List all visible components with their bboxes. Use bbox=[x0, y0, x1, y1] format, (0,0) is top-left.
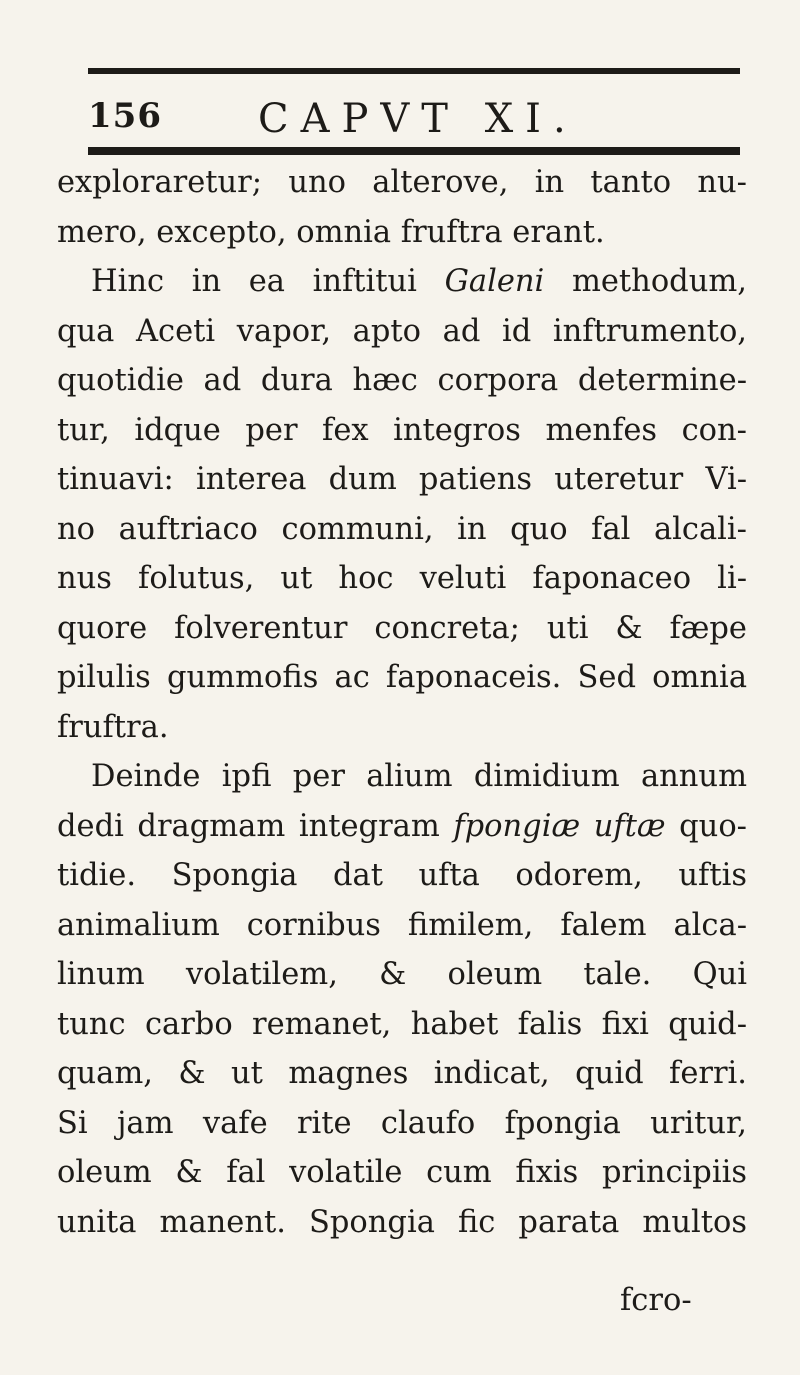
text-line: tunc carbo remanet, habet falis fixi quid- bbox=[57, 1006, 747, 1042]
text-line: unita manent. Spongia fic parata multos bbox=[57, 1204, 747, 1240]
header-rule-top bbox=[88, 68, 740, 74]
text-line: tur, idque per fex integros menfes con- bbox=[57, 412, 747, 448]
catchword: fcro- bbox=[620, 1283, 692, 1318]
text-line bbox=[57, 802, 747, 852]
text-line: nus folutus, ut hoc veluti faponaceo li- bbox=[57, 561, 747, 596]
text-line: pilulis gummofis ac faponaceis. Sed omnia bbox=[57, 660, 747, 695]
text-line: quam, & ut magnes indicat, quid ferri. bbox=[57, 1056, 747, 1091]
text-run: Hinc in ea inftitui bbox=[91, 264, 417, 299]
page-number: 156 bbox=[88, 96, 162, 136]
text-run: methodum, bbox=[571, 264, 747, 299]
text-line: fruftra. bbox=[57, 709, 169, 745]
text-line: no auftriaco communi, in quo fal alcali- bbox=[57, 511, 747, 547]
header-rule-bottom bbox=[88, 147, 740, 155]
text-line: animalium cornibus fimilem, falem alca- bbox=[57, 907, 747, 943]
italic-name-galeni: Galeni bbox=[444, 264, 545, 299]
text-line: tidie. Spongia dat ufta odorem, uftis bbox=[57, 858, 747, 893]
text-line: exploraretur; uno alterove, in tanto nu- bbox=[57, 165, 747, 200]
text-run: dedi dragmam integram bbox=[57, 808, 440, 844]
body-text bbox=[57, 158, 747, 1247]
running-title: CAPVT XI. bbox=[258, 96, 578, 142]
page-header bbox=[88, 96, 740, 146]
text-line bbox=[57, 257, 747, 307]
text-run: quo- bbox=[679, 808, 747, 844]
italic-term-spongiae-ustae: fpongiæ uftæ bbox=[453, 808, 666, 844]
text-line: mero, excepto, omnia fruftra erant. bbox=[57, 214, 605, 250]
text-line: quotidie ad dura hæc corpora determine- bbox=[57, 363, 747, 398]
text-line: Deinde ipfi per alium dimidium annum bbox=[91, 759, 747, 794]
text-line: Si jam vafe rite claufo fpongia uritur, bbox=[57, 1105, 747, 1141]
text-line: tinuavi: interea dum patiens uteretur Vi- bbox=[57, 462, 747, 497]
text-line: quore folverentur concreta; uti & fæpe bbox=[57, 610, 747, 646]
text-line: oleum & fal volatile cum fixis principiis bbox=[57, 1155, 747, 1190]
text-line: qua Aceti vapor, apto ad id inftrumento, bbox=[57, 313, 747, 349]
text-line: linum volatilem, & oleum tale. Qui bbox=[57, 957, 747, 992]
